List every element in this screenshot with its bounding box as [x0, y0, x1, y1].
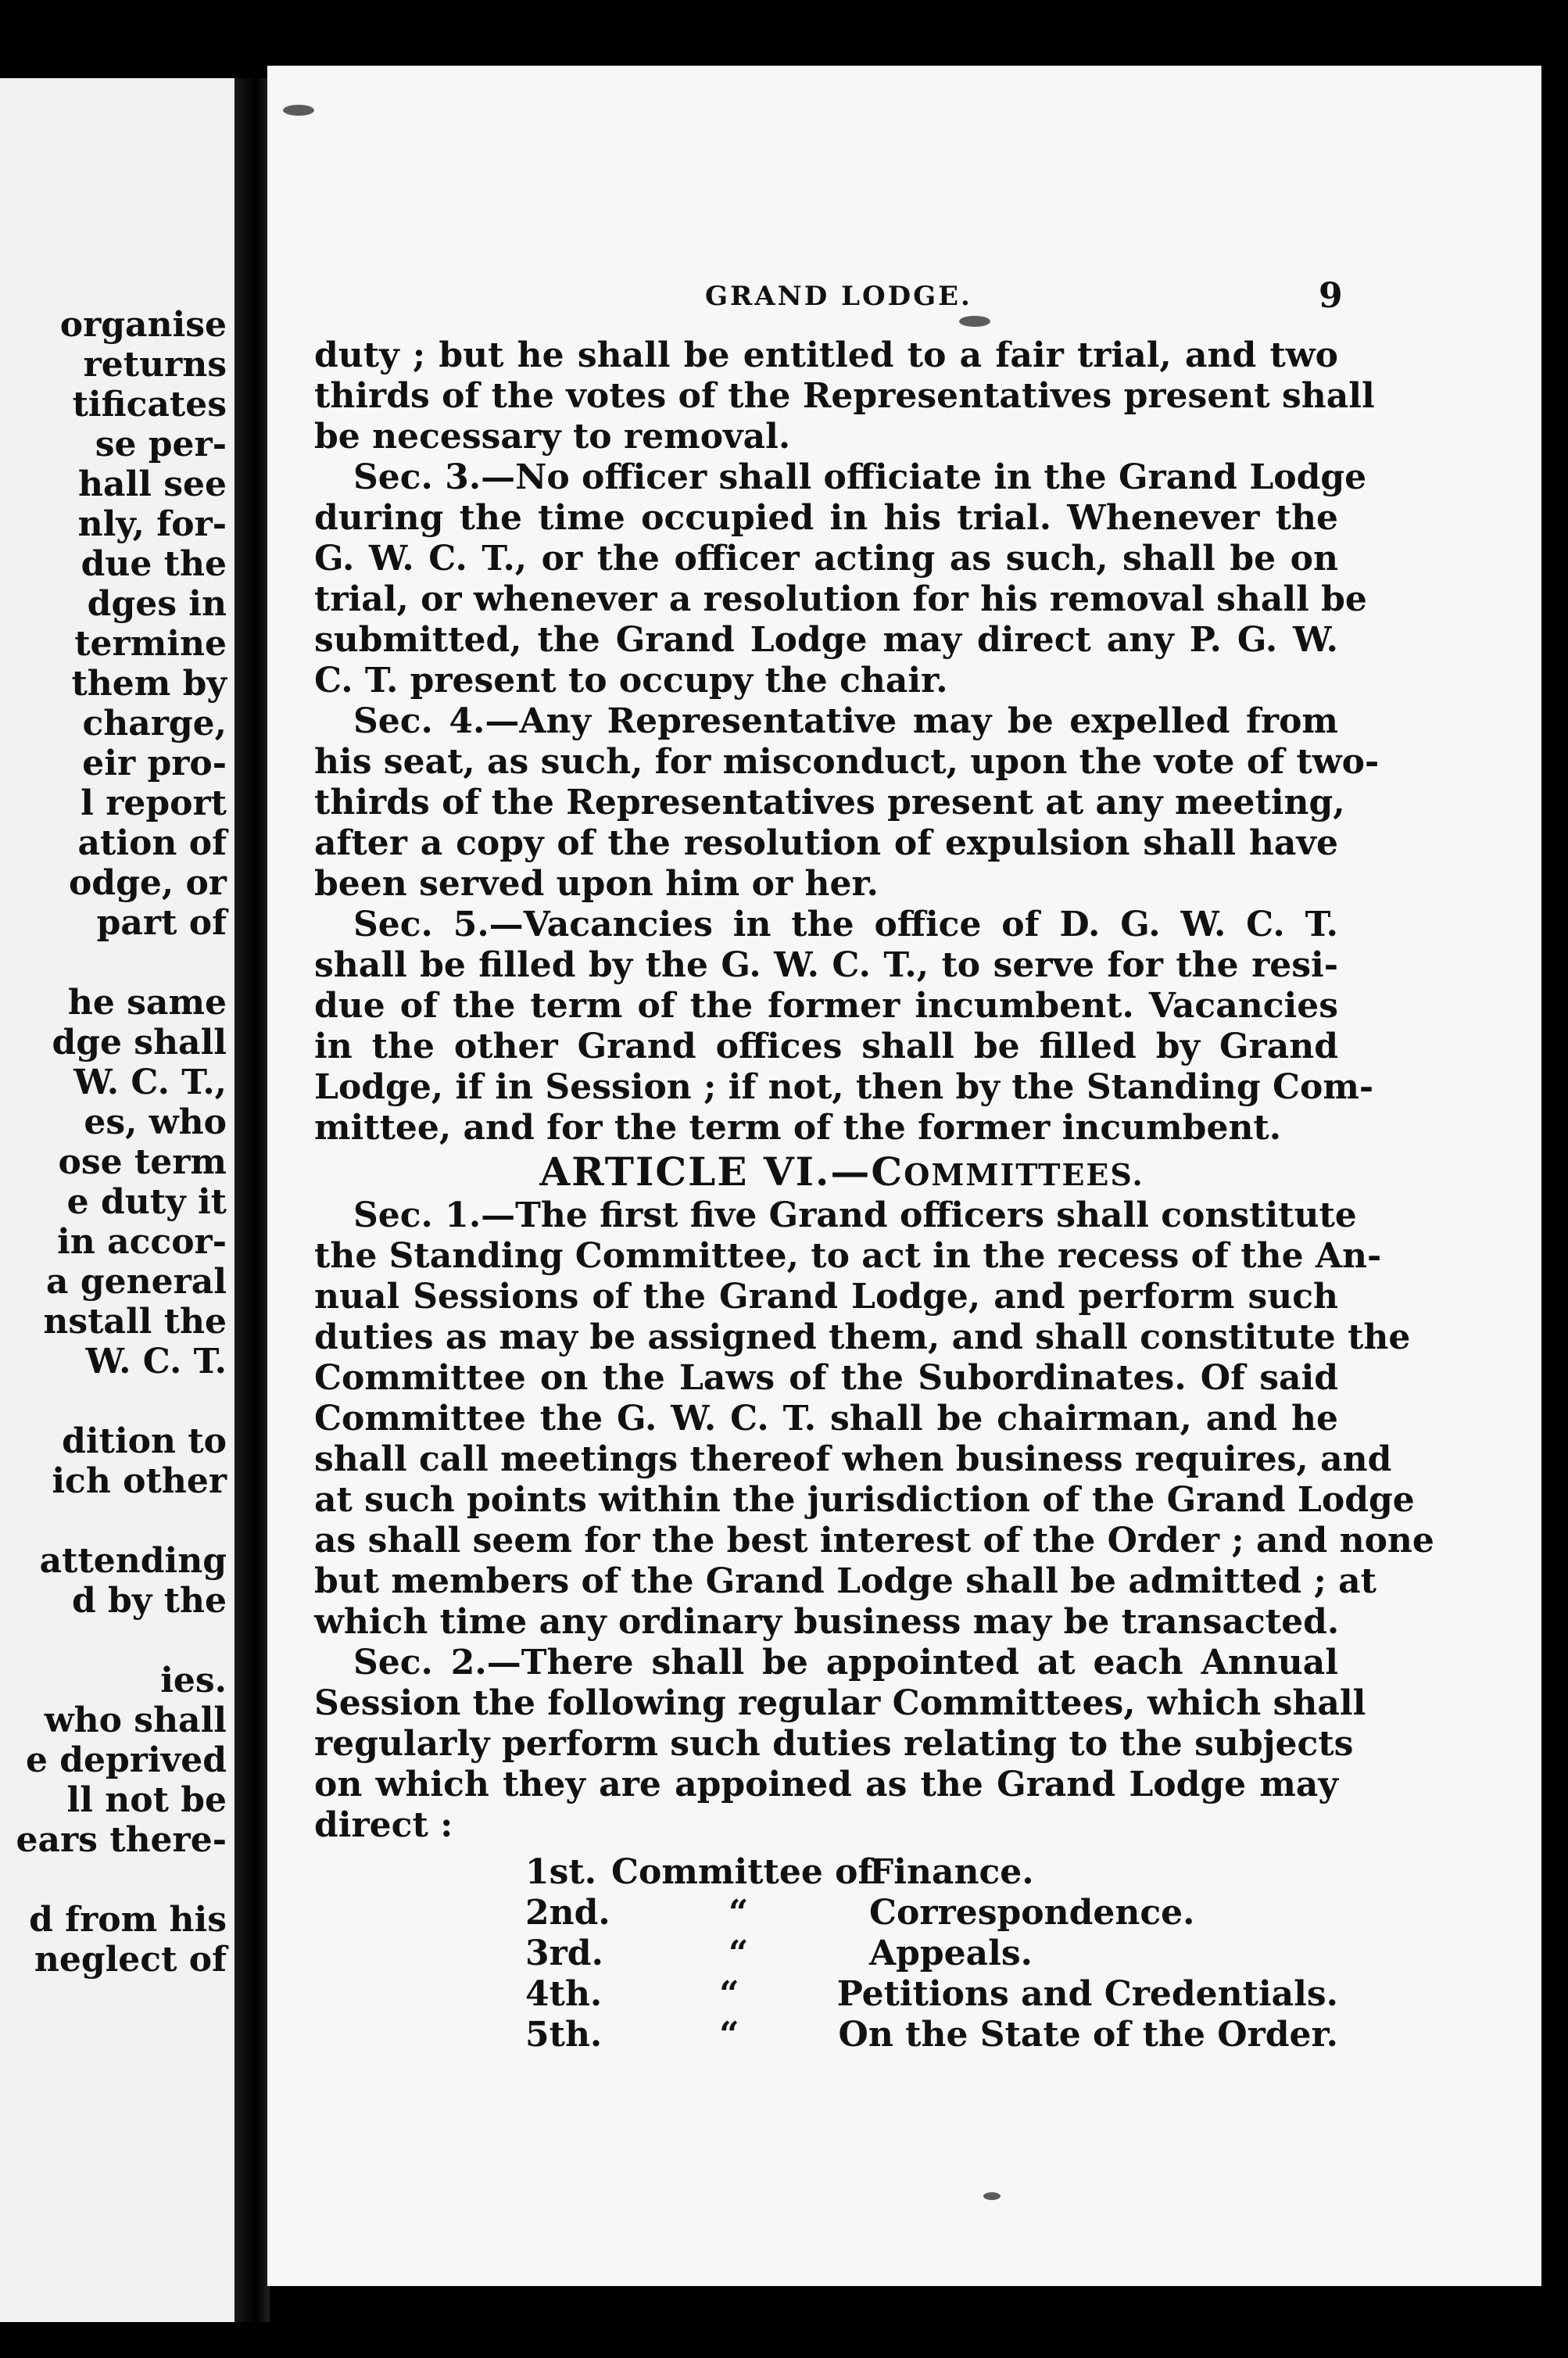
left-line: odge, or: [68, 863, 227, 903]
left-page-fragment: [0, 78, 234, 2322]
text-line: after a copy of the resolution of expulsion shall have: [314, 823, 1338, 863]
left-line: termine: [74, 624, 227, 664]
text-line: duty ; but he shall be entitled to a fair trial, and two: [314, 335, 1338, 375]
body-text: [314, 335, 1434, 2055]
text-line: during the time occupied in his trial. Whenever the: [314, 498, 1338, 538]
left-line: ich other: [52, 1461, 227, 1501]
ditto-mark: “: [719, 1974, 739, 2014]
committee-ordinal: 2nd.: [525, 1893, 610, 1933]
left-line: dge shall: [52, 1023, 227, 1063]
left-line: part of: [96, 903, 227, 943]
left-line: W. C. T.: [85, 1342, 227, 1381]
text-line: Sec. 1.—The first five Grand officers shall constitute: [353, 1195, 1357, 1235]
committee-name: Finance.: [869, 1852, 1034, 1892]
left-line: in accor-: [57, 1222, 227, 1262]
text-line: on which they are appoined as the Grand Lodge may: [314, 1765, 1338, 1804]
left-line: eir pro-: [82, 744, 227, 783]
ink-smudge: [283, 105, 314, 116]
left-line: l report: [81, 783, 227, 823]
text-line: Sec. 4.—Any Representative may be expelled from: [353, 701, 1338, 741]
text-line: Committee the G. W. C. T. shall be chairman, and he: [314, 1399, 1338, 1439]
book-gutter: [234, 78, 270, 2322]
left-line: who shall: [44, 1700, 227, 1740]
left-line: attending: [39, 1541, 227, 1581]
left-line: dition to: [62, 1421, 227, 1461]
left-line: [0, 1501, 227, 1541]
left-line: nstall the: [43, 1302, 227, 1342]
text-line: shall be filled by the G. W. C. T., to serve for the resi-: [314, 945, 1338, 985]
text-line: but members of the Grand Lodge shall be admitted ; at: [314, 1561, 1376, 1601]
left-line: ll not be: [66, 1780, 227, 1820]
running-head: [267, 276, 1541, 328]
text-line: Sec. 5.—Vacancies in the office of D. G. W. C. T.: [353, 905, 1338, 944]
committee-item: [525, 1933, 1338, 1974]
left-line: ies.: [160, 1661, 227, 1700]
left-line: es, who: [84, 1102, 227, 1142]
ditto-mark: “: [729, 1893, 749, 1933]
text-line: submitted, the Grand Lodge may direct any P. G. W.: [314, 620, 1338, 660]
left-line: a general: [46, 1262, 227, 1302]
left-line: them by: [71, 664, 227, 704]
committee-name: Petitions and Credentials.: [836, 1974, 1338, 2014]
committee-name: Appeals.: [869, 1933, 1033, 1973]
committee-ordinal: 5th.: [525, 2015, 603, 2055]
right-page: [267, 66, 1541, 2286]
ink-smudge: [983, 2192, 1001, 2200]
text-line: which time any ordinary business may be transacted.: [314, 1602, 1340, 1642]
text-line: in the other Grand offices shall be filled by Grand: [314, 1027, 1338, 1066]
article-heading-smallcaps: OMMITTEES.: [904, 1157, 1144, 1192]
article-heading: [314, 1149, 1338, 1195]
text-line: nual Sessions of the Grand Lodge, and perform such: [314, 1277, 1338, 1317]
text-line: thirds of the votes of the Representatives present shall: [314, 376, 1375, 416]
left-line: [0, 943, 227, 983]
text-line: his seat, as such, for misconduct, upon the vote of two-: [314, 742, 1380, 782]
text-line: due of the term of the former incumbent. Vacancies: [314, 986, 1338, 1026]
left-line: e duty it: [66, 1182, 227, 1222]
left-line: ose term: [58, 1142, 227, 1182]
text-line: thirds of the Representatives present at any meeting,: [314, 783, 1345, 822]
left-line: organise: [59, 305, 227, 345]
text-line: as shall seem for the best interest of the Order ; and none: [314, 1521, 1434, 1561]
left-line: d from his: [29, 1900, 227, 1940]
text-line: shall call meetings thereof when business requires, and: [314, 1439, 1392, 1479]
committee-ordinal: 1st.: [525, 1852, 597, 1892]
text-line: Sec. 2.—There shall be appointed at each Annual: [353, 1643, 1338, 1682]
committee-list: [525, 1852, 1338, 2055]
page-number: 9: [1319, 276, 1343, 316]
text-line: mittee, and for the term of the former incumbent.: [314, 1108, 1282, 1148]
left-line: tificates: [72, 385, 227, 425]
running-title: GRAND LODGE.: [705, 281, 972, 312]
left-line: d by the: [71, 1581, 227, 1621]
left-line: hall see: [77, 464, 227, 504]
text-line: duties as may be assigned them, and shall constitute the: [314, 1317, 1411, 1357]
article-heading-main: ARTICLE VI.—C: [539, 1149, 904, 1195]
text-line: direct :: [314, 1805, 453, 1845]
left-line: se per-: [95, 425, 227, 464]
committee-item: [525, 1852, 1338, 1893]
left-page-text: [0, 305, 227, 1980]
text-line: regularly perform such duties relating to the subjects: [314, 1724, 1354, 1764]
text-line: trial, or whenever a resolution for his removal shall be: [314, 579, 1367, 619]
text-line: the Standing Committee, to act in the recess of the An-: [314, 1236, 1382, 1276]
committee-name: Correspondence.: [869, 1893, 1195, 1933]
left-line: e deprived: [25, 1740, 227, 1780]
committee-name: On the State of the Order.: [838, 2015, 1338, 2055]
left-line: charge,: [82, 704, 227, 744]
left-line: he same: [67, 983, 227, 1023]
committee-prefix: Committee of: [611, 1852, 873, 1892]
text-line: been served upon him or her.: [314, 864, 879, 904]
left-line: returns: [83, 345, 227, 385]
text-line: Committee on the Laws of the Subordinates. Of said: [314, 1358, 1338, 1398]
left-line: due the: [81, 544, 227, 584]
text-line: C. T. present to occupy the chair.: [314, 661, 948, 701]
committee-item: [525, 1974, 1338, 2015]
left-line: nly, for-: [77, 504, 227, 544]
left-line: [0, 1621, 227, 1661]
left-line: ears there-: [16, 1820, 227, 1860]
ditto-mark: “: [729, 1933, 749, 1973]
text-line: Lodge, if in Session ; if not, then by the Standing Com-: [314, 1067, 1374, 1107]
left-line: ation of: [77, 823, 227, 863]
committee-item: [525, 1893, 1338, 1933]
left-line: neglect of: [34, 1940, 227, 1980]
ditto-mark: “: [719, 2015, 739, 2055]
text-line: Sec. 3.—No officer shall officiate in the Grand Lodge: [353, 457, 1367, 497]
committee-ordinal: 3rd.: [525, 1933, 603, 1973]
left-line: W. C. T.,: [73, 1063, 227, 1102]
left-line: [0, 1860, 227, 1900]
left-line: dges in: [87, 584, 227, 624]
committee-ordinal: 4th.: [525, 1974, 603, 2014]
text-line: G. W. C. T., or the officer acting as such, shall be on: [314, 539, 1338, 579]
left-line: [0, 1381, 227, 1421]
text-line: be necessary to removal.: [314, 417, 791, 457]
committee-item: [525, 2015, 1338, 2055]
text-line: Session the following regular Committees, which shall: [314, 1683, 1366, 1723]
text-line: at such points within the jurisdiction of the Grand Lodge: [314, 1480, 1415, 1520]
